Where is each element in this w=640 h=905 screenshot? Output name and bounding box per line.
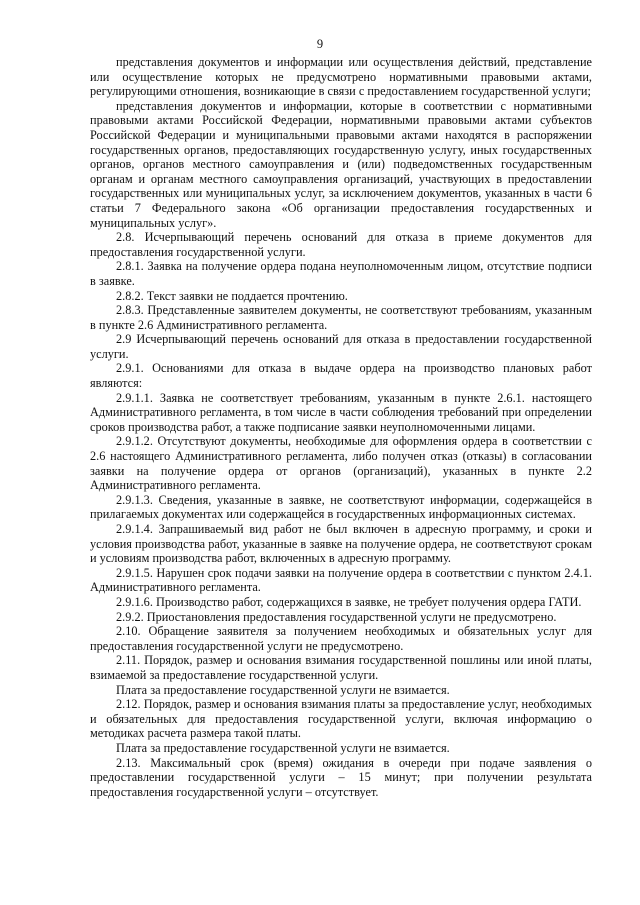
paragraph: 2.10. Обращение заявителя за получением необходимых и обязательных услуг для предоставления государственной услуги не предусмотрено.	[90, 624, 592, 653]
paragraph: 2.8.3. Представленные заявителем документы, не соответствуют требованиям, указанным в пункте 2.6 Административного регламента.	[90, 303, 592, 332]
paragraph: 2.9.1.4. Запрашиваемый вид работ не был включен в адресную программу, и сроки и условия производства работ, указанные в заявке на получение ордера, не соответствуют срокам и условиям производства работ, включенных в адресную программу.	[90, 522, 592, 566]
paragraph: представления документов и информации или осуществления действий, представление или осуществление которых не предусмотрено нормативными правовыми актами, регулирующими отношения, возникающие в связи с предоставлением государственной услуги;	[90, 55, 592, 99]
paragraph: 2.8.1. Заявка на получение ордера подана неуполномоченным лицом, отсутствие подписи в заявке.	[90, 259, 592, 288]
paragraph: 2.9.1.2. Отсутствуют документы, необходимые для оформления ордера в соответствии с 2.6 настоящего Административного регламента, либо получен отказ (отказы) в согласовании заявки на получение ордера от органов (организаций), указанных в пункте 2.2 Административного регламента.	[90, 434, 592, 493]
paragraph: 2.9.1.3. Сведения, указанные в заявке, не соответствуют информации, содержащейся в прилагаемых документах или содержащейся в государственных информационных системах.	[90, 492, 592, 522]
paragraph: 2.13. Максимальный срок (время) ожидания в очереди при подаче заявления о предоставлении государственной услуги – 15 минут; при получении результата предоставления государственной услуги – отсутствует.	[90, 755, 592, 799]
paragraph: Плата за предоставление государственной услуги не взимается.	[116, 682, 450, 697]
paragraph: 2.8. Исчерпывающий перечень оснований для отказа в приеме документов для предоставления государственной услуги.	[90, 230, 592, 259]
paragraph: 2.9.1. Основаниями для отказа в выдаче ордера на производство плановых работ являются:	[90, 361, 592, 391]
page-number: 9	[316, 37, 324, 51]
paragraph: Плата за предоставление государственной услуги не взимается.	[116, 740, 450, 755]
paragraph: 2.12. Порядок, размер и основания взимания платы за предоставление услуг, необходимых и обязательных для предоставления государственной услуги, включая информацию о методиках расчета размера такой платы.	[90, 697, 592, 741]
paragraph: 2.9.1.6. Производство работ, содержащихся в заявке, не требует получения ордера ГАТИ.	[116, 594, 582, 609]
paragraph: 2.11. Порядок, размер и основания взимания государственной пошлины или иной платы, взимаемой за предоставление государственной услуги.	[90, 653, 592, 682]
paragraph: 2.9.1.5. Нарушен срок подачи заявки на получение ордера в соответствии с пунктом 2.4.1. Административного регламента.	[90, 565, 592, 595]
paragraph: представления документов и информации, которые в соответствии с нормативными правовыми актами Российской Федерации, нормативными правовыми актами субъектов Российской Федерации и муниципальными правовыми актами находятся в распоряжении государственных органов, предоставляющих государственную услугу, иных государственных органов, органов местного самоуправления и (или) подведомственных государственным органам и органам местного самоуправления организаций, участвующих в предоставлении государственных или муниципальных услуг, за исключением документов, указанных в части 6 статьи 7 Федерального закона «Об организации предоставления государственных и муниципальных услуг».	[90, 98, 592, 230]
document-body	[90, 55, 592, 799]
paragraph: 2.9.1.1. Заявка не соответствует требованиям, указанным в пункте 2.6.1. настоящего Административного регламента, в том числе в части соблюдения требований при определении сроков производства работ, а также подписание заявки неуполномоченными лицами.	[90, 390, 592, 434]
paragraph: 2.9 Исчерпывающий перечень оснований для отказа в предоставлении государственной услуги.	[90, 332, 592, 361]
paragraph: 2.8.2. Текст заявки не поддается прочтению.	[116, 288, 348, 303]
paragraph: 2.9.2. Приостановления предоставления государственной услуги не предусмотрено.	[116, 609, 557, 624]
